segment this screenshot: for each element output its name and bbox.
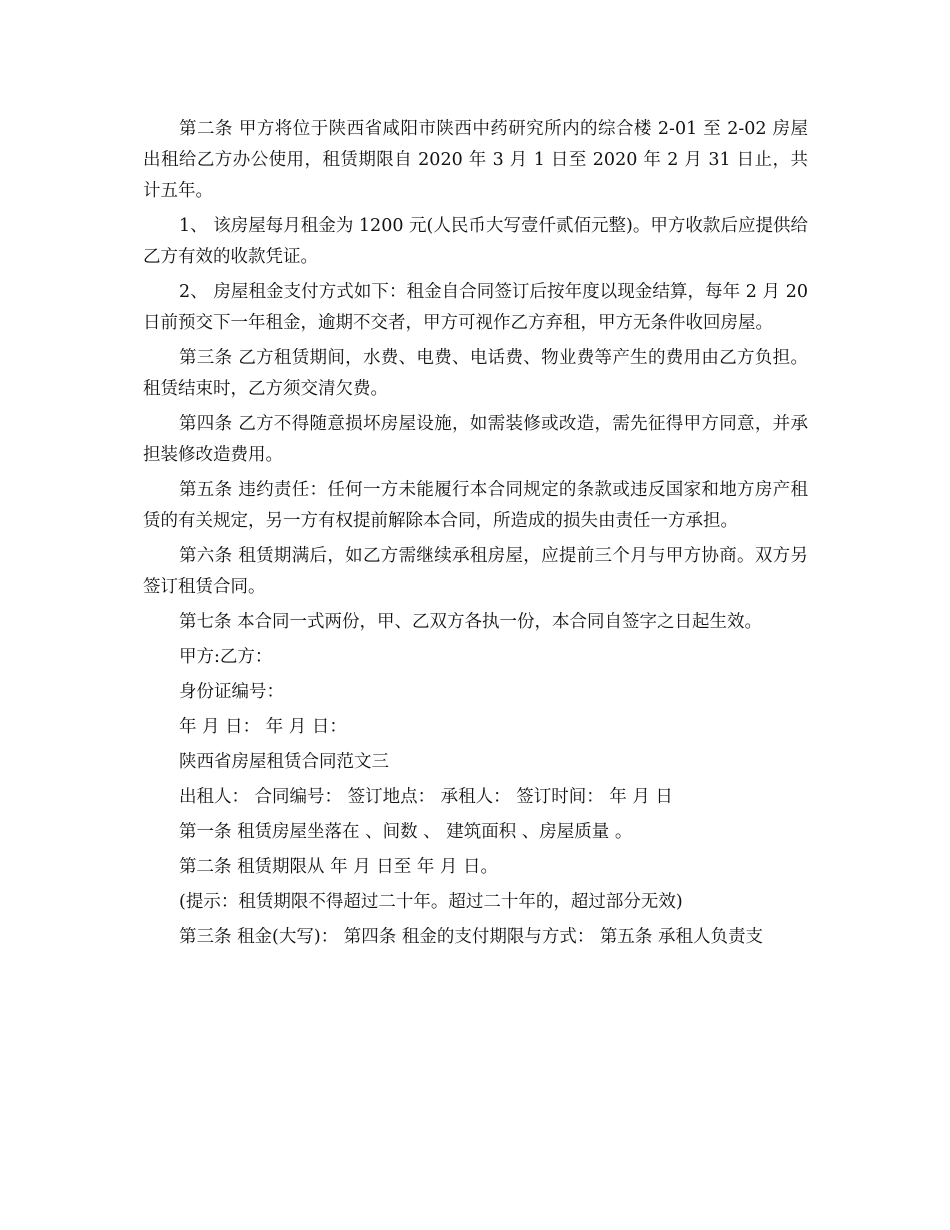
- rent-amount-paragraph: 1、 该房屋每月租金为 1200 元(人民币大写壹仟贰佰元整)。甲方收款后应提供给乙方有效的收款凭证。: [143, 216, 808, 267]
- clause-6-paragraph: 第六条 租赁期满后，如乙方需继续承租房屋，应提前三个月与甲方协商。双方另签订租赁合同。: [143, 546, 808, 597]
- document-body: [143, 114, 808, 953]
- article-2-paragraph: 第二条 租赁期限从 年 月 日至 年 月 日。: [179, 857, 498, 877]
- clause-4-paragraph: 第四条 乙方不得随意损坏房屋设施，如需装修或改造，需先征得甲方同意，并承担装修改造费用。: [143, 414, 808, 465]
- lease-term-hint: (提示：租赁期限不得超过二十年。超过二十年的，超过部分无效): [179, 892, 683, 912]
- clause-2-paragraph: 第二条 甲方将位于陕西省咸阳市陕西中药研究所内的综合楼 2-01 至 2-02 房屋出租给乙方办公使用，租赁期限自 2020 年 3 月 1 日至 2020 年 2 月 31 日止，共计五年。: [143, 119, 808, 201]
- clause-3-paragraph: 第三条 乙方租赁期间，水费、电费、电话费、物业费等产生的费用由乙方负担。租赁结束时，乙方须交清欠费。: [143, 348, 808, 399]
- article-3-5-paragraph: 第三条 租金(大写)： 第四条 租金的支付期限与方式： 第五条 承租人负责支: [179, 927, 763, 947]
- clause-7-paragraph: 第七条 本合同一式两份，甲、乙双方各执一份，本合同自签字之日起生效。: [179, 612, 763, 632]
- payment-method-paragraph: 2、 房屋租金支付方式如下：租金自合同签订后按年度以现金结算，每年 2 月 20 日前预交下一年租金，逾期不交者，甲方可视作乙方弃租，甲方无条件收回房屋。: [143, 282, 808, 333]
- signature-parties-line: 甲方:乙方：: [179, 647, 273, 667]
- section-title: 陕西省房屋租赁合同范文三: [179, 752, 389, 772]
- id-number-line: 身份证编号：: [179, 682, 284, 702]
- contract-header-fields: 出租人： 合同编号： 签订地点： 承租人： 签订时间： 年 月 日: [179, 787, 673, 807]
- date-line: 年 月 日： 年 月 日：: [179, 717, 347, 737]
- clause-5-paragraph: 第五条 违约责任：任何一方未能履行本合同规定的条款或违反国家和地方房产租赁的有关规定，另一方有权提前解除本合同，所造成的损失由责任一方承担。: [143, 480, 808, 531]
- article-1-paragraph: 第一条 租赁房屋坐落在 、间数 、 建筑面积 、房屋质量 。: [179, 822, 633, 842]
